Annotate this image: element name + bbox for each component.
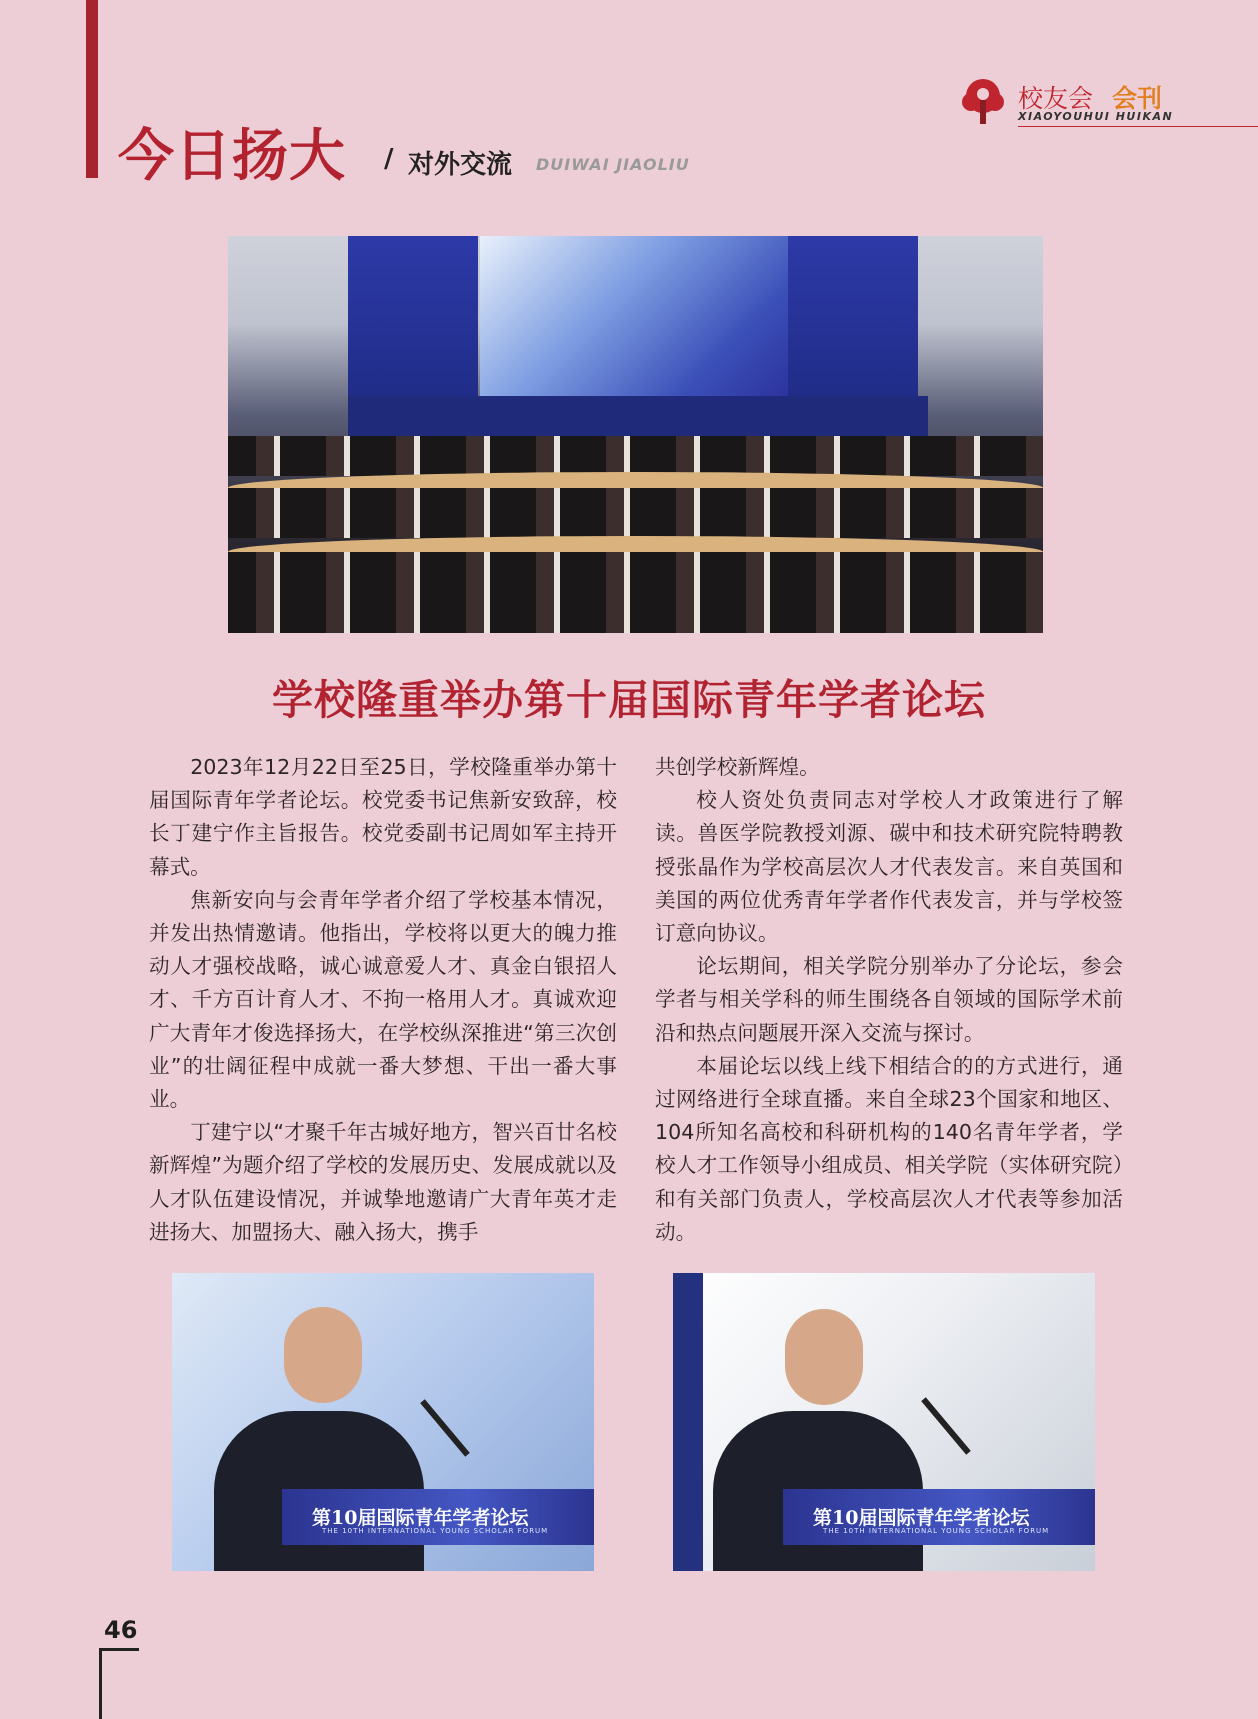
brand-name-accent: 会刊 — [1112, 84, 1163, 113]
page-number: 46 — [104, 1616, 138, 1644]
photo-blue-edge — [673, 1273, 703, 1571]
speaker-head — [284, 1307, 362, 1403]
section-title: 今日扬大 — [118, 124, 346, 189]
page-corner-mark — [99, 1648, 139, 1651]
article-paragraph: 共创学校新辉煌。 — [655, 755, 820, 779]
page-corner-mark — [99, 1648, 102, 1719]
article-paragraph: 焦新安向与会青年学者介绍了学校基本情况，并发出热情邀请。他指出，学校将以更大的魄力推动人才强校战略，诚心诚意爱人才、真金白银招人才、千方百计育人才、不拘一格用人才。真诚欢迎广大青年才俊选择扬大，在学校纵深推进“第三次创业”的壮阔征程中成就一番大梦想、干出一番大事业。 — [149, 887, 617, 1112]
audience-row — [228, 552, 1043, 633]
alumni-journal-brand — [956, 74, 1258, 130]
speaker-photo-left — [172, 1273, 594, 1571]
article-paragraph: 校人资处负责同志对学校人才政策进行了解读。兽医学院教授刘源、碳中和技术研究院特聘教授张晶作为学校高层次人才代表发言。来自英国和美国的两位优秀青年学者作代表发言，并与学校签订意向协议。 — [655, 788, 1123, 946]
brand-pinyin: XIAOYOUHUI HUIKAN — [1018, 110, 1174, 123]
stage-screen — [480, 236, 792, 406]
speaker-head — [785, 1309, 863, 1405]
article-title: 学校隆重举办第十届国际青年学者论坛 — [272, 676, 986, 724]
article-paragraph: 本届论坛以线上线下相结合的的方式进行，通过网络进行全球直播。来自全球23个国家和地区、104所知名高校和科研机构的140名青年学者，学校人才工作领导小组成员、相关学院（实体研究院）和有关部门负责人，学校高层次人才代表等参加活动。 — [655, 1053, 1123, 1244]
audience-row — [228, 436, 1043, 476]
microphone-icon — [921, 1397, 971, 1454]
podium-subtext: THE 10TH INTERNATIONAL YOUNG SCHOLAR FORUM — [322, 1527, 549, 1535]
podium-banner — [783, 1489, 1095, 1545]
audience-desk — [228, 536, 1043, 552]
brand-name: 校友会 — [1018, 84, 1094, 113]
article-column-left — [149, 751, 617, 1249]
audience-row — [228, 488, 1043, 538]
podium-text: 第10届国际青年学者论坛 — [312, 1507, 529, 1529]
podium-text: 第10届国际青年学者论坛 — [813, 1507, 1030, 1529]
podium-subtext: THE 10TH INTERNATIONAL YOUNG SCHOLAR FORUM — [823, 1527, 1050, 1535]
forum-hall-photo — [228, 236, 1043, 633]
stage-floor — [348, 396, 928, 436]
subsection-pinyin: DUIWAI JIAOLIU — [536, 155, 690, 174]
podium-banner — [282, 1489, 594, 1545]
section-accent-bar — [86, 0, 98, 178]
brand-underline — [1018, 126, 1258, 127]
subsection-title: 对外交流 — [408, 150, 513, 180]
microphone-icon — [420, 1399, 470, 1456]
article-column-right — [655, 751, 1123, 1249]
article-paragraph: 论坛期间，相关学院分别举办了分论坛，参会学者与相关学科的师生围绕各自领域的国际学术前沿和热点问题展开深入交流与探讨。 — [655, 954, 1123, 1045]
article-paragraph: 丁建宁以“才聚千年古城好地方，智兴百廿名校新辉煌”为题介绍了学校的发展历史、发展成就以及人才队伍建设情况，并诚挚地邀请广大青年英才走进扬大、加盟扬大、融入扬大，携手 — [149, 1120, 617, 1244]
article-paragraph: 2023年12月22日至25日，学校隆重举办第十届国际青年学者论坛。校党委书记焦新安致辞，校长丁建宁作主旨报告。校党委副书记周如军主持开幕式。 — [149, 755, 617, 879]
section-separator: / — [384, 144, 394, 174]
speaker-photo-right — [673, 1273, 1095, 1571]
university-logo-icon — [956, 74, 1010, 128]
